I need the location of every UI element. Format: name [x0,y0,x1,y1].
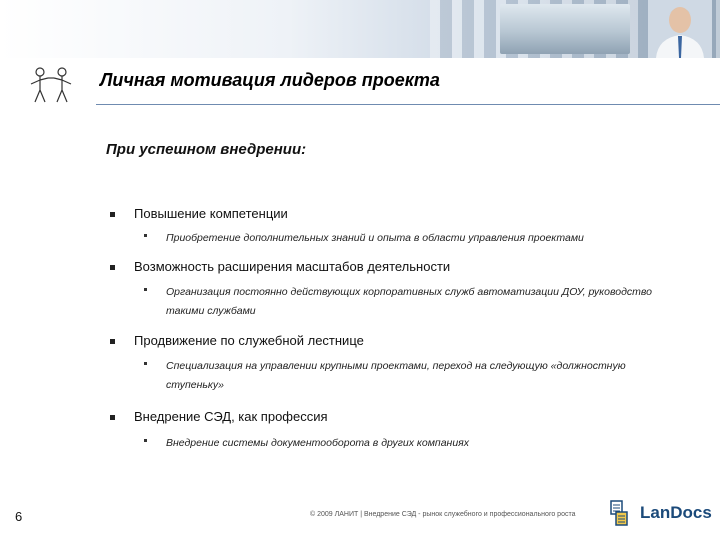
header-banner-image [0,0,720,58]
square-bullet-icon [110,212,115,217]
person-photo-icon [648,0,712,58]
bullet-text: Повышение компетенции [134,206,288,221]
bullet-text: Возможность расширения масштабов деятельности [134,259,451,274]
square-bullet-icon [144,234,147,237]
sub-bullet-text: Внедрение системы документооборота в других компаниях [166,437,470,449]
page-number: 6 [15,509,23,524]
bullet-text: Внедрение СЭД, как профессия [134,409,328,424]
square-bullet-icon [110,265,115,270]
square-bullet-icon [144,362,147,365]
slide-title: Личная мотивация лидеров проекта [100,70,440,90]
office-photo [500,4,630,54]
title-rule [96,104,720,105]
square-bullet-icon [110,415,115,420]
two-people-sketch-icon [26,64,78,104]
square-bullet-icon [144,439,147,442]
bullet-text: Продвижение по служебной лестнице [134,333,364,348]
sub-bullet-text: Специализация на управлении крупными проектами, переход на следующую «должностную ступеньку» [166,360,626,391]
square-bullet-icon [110,339,115,344]
sub-bullet-text: Приобретение дополнительных знаний и опыта в области управления проектами [166,232,584,244]
sub-bullet-text: Организация постоянно действующих корпоративных служб автоматизации ДОУ, руководство такими службами [166,286,652,317]
footer-text: © 2009 ЛАНИТ | Внедрение СЭД - рынок служебного и профессионального роста [310,511,576,518]
slide-subtitle: При успешном внедрении: [106,141,307,158]
square-bullet-icon [144,288,147,291]
brand-name: LanDocs [640,503,712,522]
